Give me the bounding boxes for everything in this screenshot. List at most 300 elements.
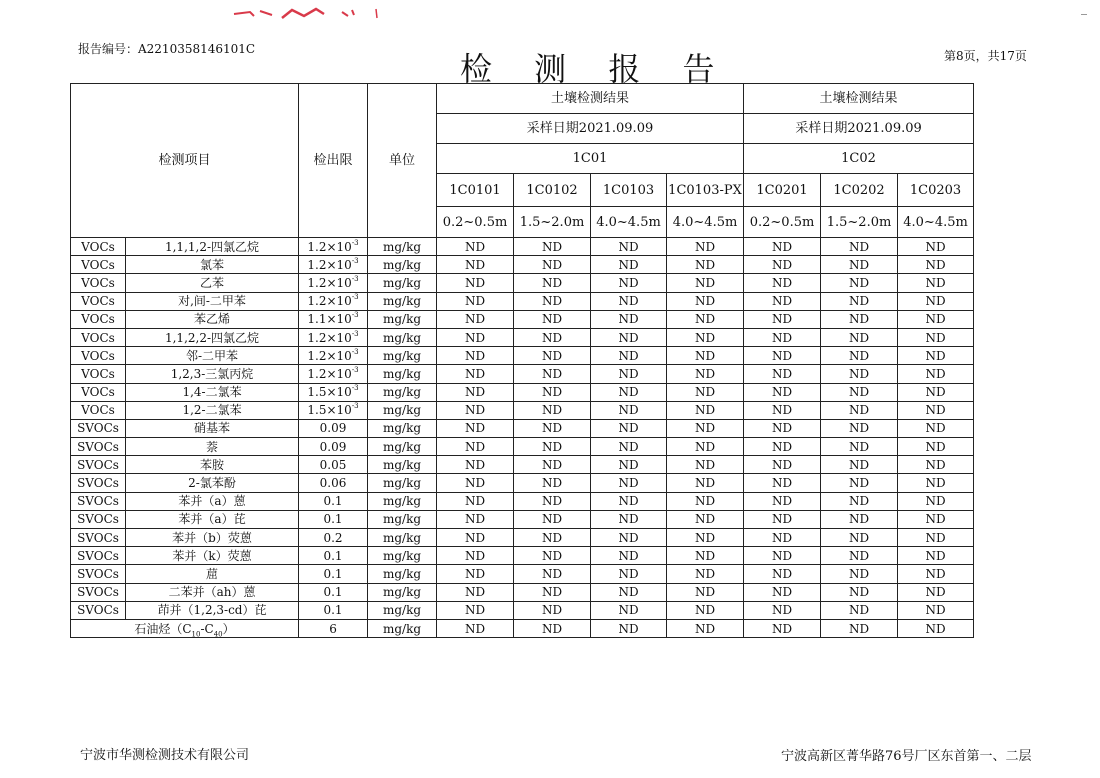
result-cell: ND	[514, 510, 591, 528]
result-cell: ND	[514, 310, 591, 328]
result-cell: ND	[898, 365, 974, 383]
result-cell: ND	[514, 583, 591, 601]
result-cell: ND	[437, 547, 514, 565]
result-cell: ND	[821, 438, 898, 456]
group-result-label: 土壤检测结果	[744, 84, 974, 114]
sample-id: 1C0101	[437, 174, 514, 207]
result-cell: ND	[898, 256, 974, 274]
table-row	[71, 401, 974, 419]
row-category: SVOCs	[71, 419, 126, 437]
result-cell: ND	[667, 274, 744, 292]
result-cell: ND	[821, 474, 898, 492]
result-cell: ND	[898, 292, 974, 310]
row-item: 茚并（1,2,3-cd）芘	[126, 601, 299, 619]
limit-base: 0.05	[319, 457, 347, 472]
row-limit	[299, 510, 368, 528]
result-cell: ND	[591, 601, 667, 619]
tph-mid: -C	[200, 621, 214, 636]
sample-depth: 4.0~4.5m	[667, 207, 744, 238]
sample-depth: 4.0~4.5m	[591, 207, 667, 238]
result-cell: ND	[437, 456, 514, 474]
result-cell: ND	[591, 238, 667, 256]
result-cell: ND	[898, 601, 974, 619]
result-cell: ND	[437, 310, 514, 328]
result-cell: ND	[437, 292, 514, 310]
result-cell: ND	[821, 365, 898, 383]
row-category: VOCs	[71, 365, 126, 383]
limit-exponent: -3	[351, 238, 359, 247]
limit-base: 1.2×10	[307, 275, 352, 290]
sample-id: 1C0202	[821, 174, 898, 207]
row-unit: mg/kg	[368, 419, 437, 437]
result-cell: ND	[514, 328, 591, 346]
row-category: SVOCs	[71, 529, 126, 547]
limit-exponent: -3	[351, 293, 359, 302]
result-cell: ND	[514, 274, 591, 292]
row-category: SVOCs	[71, 601, 126, 619]
limit-base: 0.1	[323, 603, 343, 618]
row-unit: mg/kg	[368, 565, 437, 583]
limit-base: 0.2	[323, 530, 343, 545]
result-cell: ND	[744, 292, 821, 310]
row-limit	[299, 529, 368, 547]
row-unit: mg/kg	[368, 456, 437, 474]
row-item: 乙苯	[126, 274, 299, 292]
row-limit	[299, 274, 368, 292]
result-cell: ND	[591, 365, 667, 383]
row-item: 1,1,1,2-四氯乙烷	[126, 238, 299, 256]
result-cell: ND	[821, 583, 898, 601]
row-unit: mg/kg	[368, 365, 437, 383]
row-item: 1,1,2,2-四氯乙烷	[126, 328, 299, 346]
sample-depth: 1.5~2.0m	[514, 207, 591, 238]
result-cell: ND	[744, 401, 821, 419]
result-cell: ND	[898, 619, 974, 637]
result-cell: ND	[591, 565, 667, 583]
limit-exponent: -3	[351, 384, 359, 393]
result-cell: ND	[744, 583, 821, 601]
table-row	[71, 347, 974, 365]
result-cell: ND	[667, 365, 744, 383]
result-cell: ND	[898, 492, 974, 510]
row-category: SVOCs	[71, 510, 126, 528]
result-cell: ND	[744, 456, 821, 474]
result-cell: ND	[437, 238, 514, 256]
row-item: 1,2-二氯苯	[126, 401, 299, 419]
row-item: 苯乙烯	[126, 310, 299, 328]
result-cell: ND	[898, 347, 974, 365]
row-unit: mg/kg	[368, 310, 437, 328]
result-cell: ND	[744, 474, 821, 492]
row-unit: mg/kg	[368, 438, 437, 456]
row-item: 二苯并（ah）蒽	[126, 583, 299, 601]
result-cell: ND	[591, 529, 667, 547]
result-cell: ND	[821, 310, 898, 328]
sample-depth: 1.5~2.0m	[821, 207, 898, 238]
row-limit	[299, 547, 368, 565]
result-cell: ND	[437, 474, 514, 492]
result-cell: ND	[898, 274, 974, 292]
result-cell: ND	[667, 529, 744, 547]
row-unit: mg/kg	[368, 401, 437, 419]
row-item: 硝基苯	[126, 419, 299, 437]
row-limit	[299, 419, 368, 437]
result-cell: ND	[437, 619, 514, 637]
limit-base: 1.2×10	[307, 348, 352, 363]
result-cell: ND	[437, 274, 514, 292]
result-cell: ND	[898, 547, 974, 565]
table-row	[71, 419, 974, 437]
result-cell: ND	[514, 238, 591, 256]
limit-base: 0.06	[319, 476, 347, 491]
result-cell: ND	[821, 492, 898, 510]
result-cell: ND	[744, 619, 821, 637]
limit-base: 0.1	[323, 512, 343, 527]
result-cell: ND	[514, 474, 591, 492]
result-cell: ND	[437, 583, 514, 601]
row-limit	[299, 456, 368, 474]
result-cell: ND	[744, 365, 821, 383]
limit-base: 0.09	[319, 439, 347, 454]
result-cell: ND	[821, 328, 898, 346]
result-cell: ND	[514, 547, 591, 565]
group-sampling-date: 采样日期2021.09.09	[437, 114, 744, 144]
row-limit	[299, 583, 368, 601]
result-cell: ND	[667, 256, 744, 274]
sample-id: 1C0203	[898, 174, 974, 207]
result-cell: ND	[898, 419, 974, 437]
result-cell: ND	[821, 619, 898, 637]
row-limit	[299, 310, 368, 328]
limit-base: 1.2×10	[307, 294, 352, 309]
row-item: 1,2,3-三氯丙烷	[126, 365, 299, 383]
limit-base: 0.1	[323, 585, 343, 600]
result-cell: ND	[437, 419, 514, 437]
result-cell: ND	[744, 419, 821, 437]
result-cell: ND	[821, 256, 898, 274]
table-row	[71, 456, 974, 474]
sample-id: 1C0103-PX	[667, 174, 744, 207]
group-sampling-date: 采样日期2021.09.09	[744, 114, 974, 144]
row-item: 氯苯	[126, 256, 299, 274]
row-category: SVOCs	[71, 474, 126, 492]
row-category: VOCs	[71, 383, 126, 401]
sample-depth: 0.2~0.5m	[437, 207, 514, 238]
row-limit	[299, 565, 368, 583]
row-item: 对,间-二甲苯	[126, 292, 299, 310]
row-item: 邻-二甲苯	[126, 347, 299, 365]
sample-depth: 4.0~4.5m	[898, 207, 974, 238]
row-limit	[299, 365, 368, 383]
limit-base: 1.5×10	[307, 385, 352, 400]
row-category: VOCs	[71, 328, 126, 346]
header-limit: 检出限	[299, 84, 368, 238]
row-unit: mg/kg	[368, 619, 437, 637]
result-cell: ND	[821, 529, 898, 547]
result-cell: ND	[898, 529, 974, 547]
sample-id: 1C0201	[744, 174, 821, 207]
result-cell: ND	[821, 510, 898, 528]
table-row	[71, 529, 974, 547]
row-unit: mg/kg	[368, 547, 437, 565]
tph-sub2: 40	[213, 629, 223, 638]
row-category: VOCs	[71, 274, 126, 292]
limit-exponent: -3	[351, 274, 359, 283]
result-cell: ND	[591, 492, 667, 510]
result-cell: ND	[514, 347, 591, 365]
limit-base: 0.1	[323, 494, 343, 509]
row-category: VOCs	[71, 292, 126, 310]
row-unit: mg/kg	[368, 529, 437, 547]
row-category: SVOCs	[71, 456, 126, 474]
row-limit	[299, 492, 368, 510]
row-unit: mg/kg	[368, 238, 437, 256]
result-cell: ND	[514, 565, 591, 583]
result-cell: ND	[591, 347, 667, 365]
row-limit	[299, 474, 368, 492]
result-cell: ND	[898, 383, 974, 401]
result-cell: ND	[667, 474, 744, 492]
result-cell: ND	[437, 347, 514, 365]
result-cell: ND	[667, 347, 744, 365]
result-cell: ND	[514, 256, 591, 274]
table-row	[71, 510, 974, 528]
result-cell: ND	[821, 565, 898, 583]
row-unit: mg/kg	[368, 492, 437, 510]
result-cell: ND	[898, 583, 974, 601]
row-item: 1,4-二氯苯	[126, 383, 299, 401]
result-cell: ND	[821, 456, 898, 474]
limit-base: 1.2×10	[307, 257, 352, 272]
result-cell: ND	[667, 565, 744, 583]
row-unit: mg/kg	[368, 292, 437, 310]
result-cell: ND	[591, 401, 667, 419]
row-limit	[299, 292, 368, 310]
result-cell: ND	[898, 456, 974, 474]
result-cell: ND	[898, 438, 974, 456]
row-item-tph	[71, 619, 299, 637]
row-limit	[299, 401, 368, 419]
result-cell: ND	[667, 328, 744, 346]
group-point: 1C02	[744, 144, 974, 174]
result-cell: ND	[667, 438, 744, 456]
result-cell: ND	[821, 238, 898, 256]
result-cell: ND	[744, 438, 821, 456]
sample-id: 1C0103	[591, 174, 667, 207]
result-cell: ND	[591, 328, 667, 346]
table-row	[71, 547, 974, 565]
table-row	[71, 619, 974, 637]
table-row	[71, 365, 974, 383]
group-result-label: 土壤检测结果	[437, 84, 744, 114]
result-cell: ND	[667, 383, 744, 401]
row-item: 苯并（b）荧蒽	[126, 529, 299, 547]
row-unit: mg/kg	[368, 274, 437, 292]
table-row	[71, 238, 974, 256]
result-cell: ND	[437, 401, 514, 419]
result-cell: ND	[437, 365, 514, 383]
limit-exponent: -3	[351, 365, 359, 374]
result-cell: ND	[591, 438, 667, 456]
result-cell: ND	[591, 510, 667, 528]
result-cell: ND	[514, 529, 591, 547]
table-row	[71, 383, 974, 401]
limit-base: 1.1×10	[307, 312, 352, 327]
row-category: SVOCs	[71, 492, 126, 510]
group-point: 1C01	[437, 144, 744, 174]
result-cell: ND	[744, 274, 821, 292]
row-item: 萘	[126, 438, 299, 456]
result-cell: ND	[821, 274, 898, 292]
limit-base: 0.1	[323, 566, 343, 581]
result-cell: ND	[744, 565, 821, 583]
result-cell: ND	[514, 401, 591, 419]
result-cell: ND	[744, 383, 821, 401]
table-row	[71, 328, 974, 346]
result-cell: ND	[821, 292, 898, 310]
row-category: SVOCs	[71, 583, 126, 601]
row-unit: mg/kg	[368, 347, 437, 365]
limit-base: 1.2×10	[307, 366, 352, 381]
result-cell: ND	[591, 256, 667, 274]
result-cell: ND	[591, 310, 667, 328]
limit-base: 0.09	[319, 421, 347, 436]
row-item: 苯并（a）蒽	[126, 492, 299, 510]
result-cell: ND	[437, 529, 514, 547]
table-row	[71, 492, 974, 510]
row-item: 苯并（k）荧蒽	[126, 547, 299, 565]
result-cell: ND	[898, 310, 974, 328]
table-row	[71, 438, 974, 456]
row-limit	[299, 238, 368, 256]
table-row	[71, 565, 974, 583]
result-cell: ND	[744, 529, 821, 547]
result-cell: ND	[437, 601, 514, 619]
result-cell: ND	[514, 292, 591, 310]
result-cell: ND	[744, 510, 821, 528]
result-cell: ND	[514, 492, 591, 510]
row-limit: 6	[299, 619, 368, 637]
result-cell: ND	[437, 328, 514, 346]
tph-sub1: 10	[191, 629, 201, 638]
result-cell: ND	[821, 401, 898, 419]
result-cell: ND	[898, 238, 974, 256]
result-cell: ND	[514, 383, 591, 401]
result-cell: ND	[591, 292, 667, 310]
result-cell: ND	[744, 256, 821, 274]
result-cell: ND	[821, 347, 898, 365]
result-cell: ND	[591, 419, 667, 437]
result-cell: ND	[744, 328, 821, 346]
row-item: 苯并（a）芘	[126, 510, 299, 528]
result-cell: ND	[437, 492, 514, 510]
header-item: 检测项目	[71, 84, 299, 238]
result-cell: ND	[667, 238, 744, 256]
result-cell: ND	[514, 619, 591, 637]
table-row	[71, 474, 974, 492]
result-cell: ND	[744, 238, 821, 256]
result-cell: ND	[898, 565, 974, 583]
row-unit: mg/kg	[368, 583, 437, 601]
company-name: 宁波市华测检测技术有限公司	[80, 748, 250, 763]
row-category: VOCs	[71, 347, 126, 365]
result-cell: ND	[437, 510, 514, 528]
limit-base: 0.1	[323, 548, 343, 563]
row-limit	[299, 328, 368, 346]
row-unit: mg/kg	[368, 474, 437, 492]
result-cell: ND	[744, 310, 821, 328]
page-title: 检 测 报 告	[460, 50, 731, 88]
result-cell: ND	[667, 401, 744, 419]
result-cell: ND	[514, 419, 591, 437]
table-row	[71, 256, 974, 274]
limit-exponent: -3	[351, 329, 359, 338]
result-cell: ND	[437, 383, 514, 401]
row-limit	[299, 256, 368, 274]
row-limit	[299, 383, 368, 401]
result-cell: ND	[744, 601, 821, 619]
result-cell: ND	[667, 456, 744, 474]
result-cell: ND	[667, 601, 744, 619]
result-cell: ND	[821, 419, 898, 437]
result-cell: ND	[667, 510, 744, 528]
sample-id: 1C0102	[514, 174, 591, 207]
row-unit: mg/kg	[368, 510, 437, 528]
row-limit	[299, 601, 368, 619]
result-cell: ND	[591, 583, 667, 601]
result-cell: ND	[667, 419, 744, 437]
row-category: SVOCs	[71, 438, 126, 456]
result-cell: ND	[591, 547, 667, 565]
result-cell: ND	[898, 474, 974, 492]
result-cell: ND	[821, 383, 898, 401]
result-cell: ND	[591, 383, 667, 401]
result-cell: ND	[591, 474, 667, 492]
results-table	[70, 83, 974, 638]
result-cell: ND	[744, 547, 821, 565]
limit-base: 1.5×10	[307, 403, 352, 418]
header-unit: 单位	[368, 84, 437, 238]
result-cell: ND	[437, 438, 514, 456]
result-cell: ND	[821, 601, 898, 619]
limit-exponent: -3	[351, 402, 359, 411]
result-cell: ND	[514, 365, 591, 383]
corner-mark	[1081, 14, 1087, 15]
row-item: 2-氯苯酚	[126, 474, 299, 492]
table-row	[71, 310, 974, 328]
stamp-fragment	[230, 6, 390, 22]
limit-exponent: -3	[351, 256, 359, 265]
result-cell: ND	[437, 565, 514, 583]
row-category: VOCs	[71, 310, 126, 328]
limit-exponent: -3	[351, 311, 359, 320]
row-item: 苯胺	[126, 456, 299, 474]
tph-prefix: 石油烃（C	[134, 621, 192, 636]
row-category: SVOCs	[71, 565, 126, 583]
row-item: 䓛	[126, 565, 299, 583]
row-unit: mg/kg	[368, 328, 437, 346]
page-indicator: 第8页，共17页	[944, 49, 1027, 63]
result-cell: ND	[898, 401, 974, 419]
result-cell: ND	[591, 456, 667, 474]
result-cell: ND	[667, 310, 744, 328]
result-cell: ND	[667, 547, 744, 565]
row-unit: mg/kg	[368, 256, 437, 274]
result-cell: ND	[898, 328, 974, 346]
row-limit	[299, 347, 368, 365]
row-category: SVOCs	[71, 547, 126, 565]
row-category: VOCs	[71, 401, 126, 419]
